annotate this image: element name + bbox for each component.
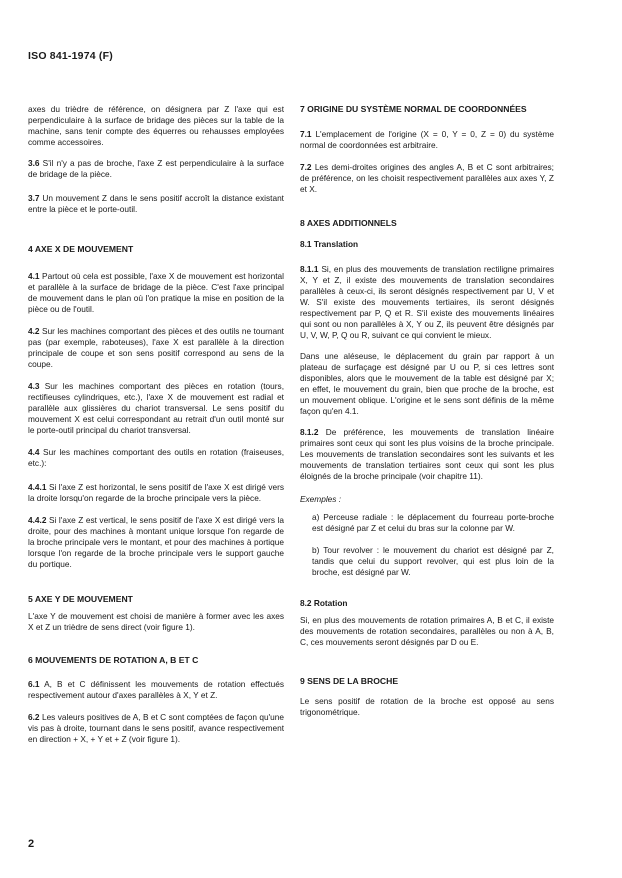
subsection-heading-8-1: 8.1 Translation (300, 239, 359, 249)
clause-text: L'emplacement de l'origine (X = 0, Y = 0, Z = 0) du système normal de coordonnées est arbitraire. (300, 129, 554, 150)
page-number: 2 (28, 838, 35, 850)
clause-text: A, B et C définissent les mouvements de rotation effectués respectivement autour d'axes parallèles à X, Y et Z. (28, 679, 284, 700)
clause-number: 6.2 (28, 712, 40, 722)
clause-text: De préférence, les mouvements de translation linéaire primaires sont ceux qui sont les plus voisins de la broche principale. Les mouvements de translation secondaires sont les suivants et les mouvements de translation tertiaires sont ceux qui sont les plus éloignés de la broche principale (voir chapitre 11). (300, 427, 554, 481)
clause-number: 3.6 (28, 158, 40, 168)
paragraph-8-1-1 (300, 264, 554, 341)
paragraph-3-6 (28, 158, 284, 180)
paragraph-8-1-2 (300, 427, 554, 482)
example-b (300, 545, 554, 578)
paragraph-5: L'axe Y de mouvement est choisi de manière à former avec les axes X et Z un trièdre de sens direct (voir figure 1). (28, 611, 284, 632)
section-heading-5: 5 AXE Y DE MOUVEMENT (28, 594, 133, 604)
paragraph-3-7 (28, 193, 284, 215)
example-marker: a) (312, 512, 320, 522)
clause-number: 8.1.2 (300, 427, 319, 437)
paragraph-4-2 (28, 326, 284, 370)
clause-number: 4.3 (28, 381, 40, 391)
clause-text: Si l'axe Z est vertical, le sens positif de l'axe X est dirigé vers la droite, pour des machines à montant unique lorsque l'on regarde de la broche principale vers le montant, et pour des machines à portique lorsque l'on regarde de la broche principale vers le support gauche du portique. (28, 515, 284, 569)
paragraph-7-2 (300, 162, 554, 195)
paragraph-4-1 (28, 271, 284, 315)
clause-text: S'il n'y a pas de broche, l'axe Z est perpendiculaire à la surface de bridage de la pièce. (28, 158, 284, 179)
example-text: Perceuse radiale : le déplacement du fourreau porte-broche est désigné par Z et celui du bras sur la colonne par W. (312, 512, 554, 533)
clause-text: Si, en plus des mouvements de translation rectiligne primaires X, Y et Z, il existe des mouvements de translation secondaires parallèles à ceux-ci, ils seront désignés respectivement par U, V et W. S'il existe des mouvements tertiaires, ils seront désignés respectivement par P, Q et R. S'il existe des mouvements linéaires qui sont ou non parallèles à X, Y ou Z, ils peuvent être désignés par U, V, W, P, Q ou R, suivant ce qui convient le mieux. (300, 264, 554, 340)
example-marker: b) (312, 545, 320, 555)
paragraph-9: Le sens positif de rotation de la broche est opposé au sens trigonométrique. (300, 696, 554, 717)
paragraph-4-4-2 (28, 515, 284, 570)
clause-number: 4.1 (28, 271, 40, 281)
clause-number: 6.1 (28, 679, 40, 689)
right-column (300, 104, 554, 718)
clause-number: 4.4.2 (28, 515, 47, 525)
paragraph-7-1 (300, 129, 554, 151)
section-heading-4: 4 AXE X DE MOUVEMENT (28, 244, 134, 254)
document-header: ISO 841-1974 (F) (28, 50, 113, 62)
paragraph-3-5-continued: axes du trièdre de référence, on désignera par Z l'axe qui est perpendiculaire à la surface de bridage des pièces sur la table de la machine, sans tenir compte des équerres ou rehausses employées comme accessoires. (28, 104, 284, 147)
section-heading-6: 6 MOUVEMENTS DE ROTATION A, B ET C (28, 655, 199, 665)
example-text: Tour revolver : le mouvement du chariot est désigné par Z, tandis que celui du support revolver, qui est plus loin de la broche, est désigné par W. (312, 545, 554, 577)
clause-text: Sur les machines comportant des pièces en rotation (tours, rectifieuses cylindriques, etc.), l'axe X de mouvement est radial et parallèle aux glissières du chariot transversal. Le sens positif du mouvement X est celui correspondant au retrait d'un outil monté sur le porte-outil principal du chariot transversal. (28, 381, 285, 435)
section-heading-7: 7 ORIGINE DU SYSTÈME NORMAL DE COORDONNÉES (300, 104, 527, 114)
clause-number: 3.7 (28, 193, 40, 203)
paragraph-6-1 (28, 679, 284, 701)
example-a (300, 512, 554, 534)
clause-number: 7.1 (300, 129, 312, 139)
clause-number: 4.4.1 (28, 482, 47, 492)
paragraph-4-3 (28, 381, 284, 436)
clause-text: Sur les machines comportant des outils en rotation (fraiseuses, etc.): (28, 447, 284, 468)
clause-number: 8.1.1 (300, 264, 319, 274)
paragraph-8-1-1-continued: Dans une aléseuse, le déplacement du grain par rapport à un plateau de surfaçage est désigné par U ou P, si ces lettres sont disponibles, alors que le mouvement de la table est désigné par X; en effet, le mouvement du grain, bien que proche de la broche, est un mouvement oblique. L'origine et le sens sont définis de la même façon qu'en 4.1. (300, 351, 554, 416)
section-heading-8: 8 AXES ADDITIONNELS (300, 218, 397, 228)
clause-number: 4.4 (28, 447, 40, 457)
examples-label: Exemples : (300, 494, 342, 504)
clause-text: Si l'axe Z est horizontal, le sens positif de l'axe X est dirigé vers la droite lorsqu'on regarde de la broche principale vers la pièce. (28, 482, 284, 503)
subsection-heading-8-2: 8.2 Rotation (300, 598, 348, 608)
clause-text: Les demi-droites origines des angles A, B et C sont arbitraires; de préférence, on les choisit respectivement parallèles aux axes Y, Z et X. (300, 162, 554, 194)
clause-text: Partout où cela est possible, l'axe X de mouvement est horizontal et parallèle à la surface de bridage de la pièce. C'est l'axe principal de mouvement dans le plan où l'on pratique la mise en position de la pièce ou de l'outil. (28, 271, 284, 314)
paragraph-6-2 (28, 712, 284, 745)
paragraph-4-4-1 (28, 482, 284, 504)
clause-number: 7.2 (300, 162, 312, 172)
clause-text: Un mouvement Z dans le sens positif accroît la distance existant entre la pièce et le porte-outil. (28, 193, 284, 214)
clause-text: Sur les machines comportant des pièces et des outils ne tournant pas (par exemple, raboteuses), l'axe X est parallèle à la direction principale de coupe et son sens positif correspond au sens de la coupe. (28, 326, 284, 369)
clause-text: Les valeurs positives de A, B et C sont comptées de façon qu'une vis pas à droite, tournant dans le sens positif, avance respectivement en direction + X, + Y et + Z (voir figure 1). (28, 712, 284, 744)
section-heading-9: 9 SENS DE LA BROCHE (300, 676, 399, 686)
clause-number: 4.2 (28, 326, 40, 336)
paragraph-8-2: Si, en plus des mouvements de rotation primaires A, B et C, il existe des mouvements de rotation secondaires, parallèles ou non à A, B, C, ces mouvements seront désignés par D ou E. (300, 615, 554, 647)
left-column (28, 104, 284, 745)
paragraph-4-4 (28, 447, 284, 469)
